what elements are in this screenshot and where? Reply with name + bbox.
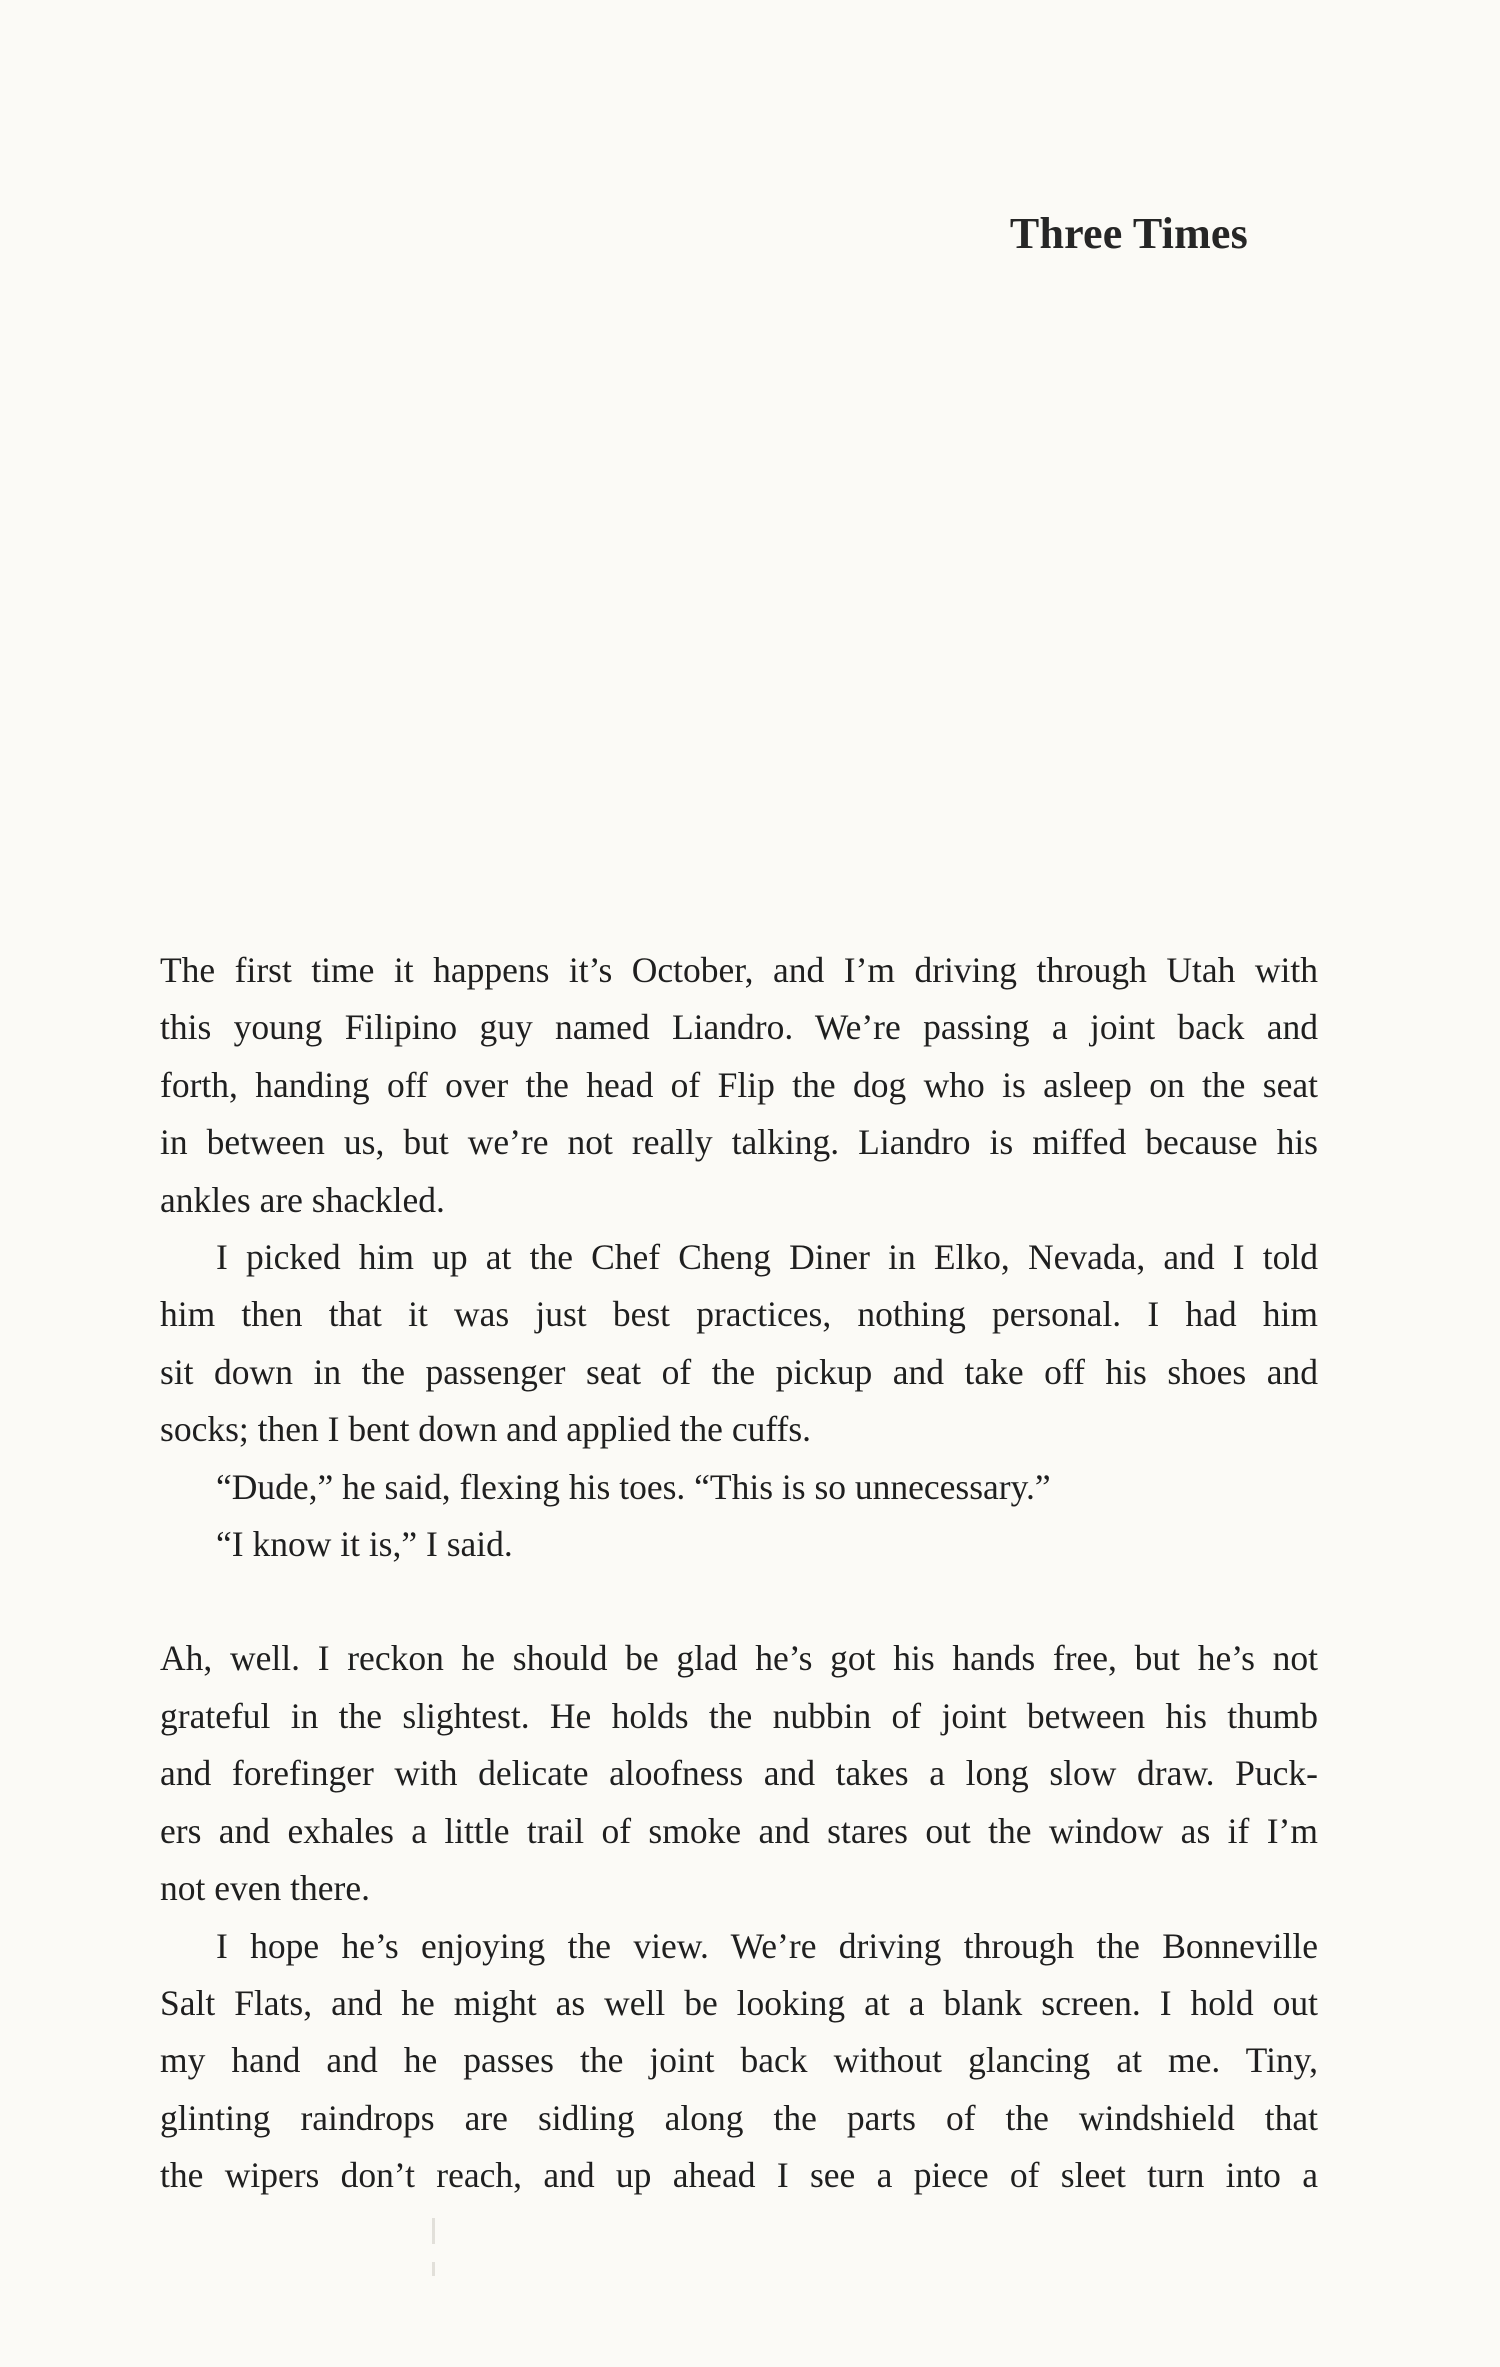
text-line: forth, handing off over the head of Flip the dog who is asleep on the seat: [160, 1064, 1318, 1105]
text-line: grateful in the slightest. He holds the nubbin of joint between his thumb: [160, 1695, 1318, 1736]
scan-artifact: [432, 2218, 435, 2244]
text-line: Ah, well. I reckon he should be glad he’s got his hands free, but he’s not: [160, 1638, 1318, 1679]
paragraph-1: [160, 942, 1318, 1229]
chapter-body: [160, 942, 1318, 2205]
paragraph-3: [160, 1459, 1318, 1516]
text-line: sit down in the passenger seat of the pickup and take off his shoes and: [160, 1351, 1318, 1392]
text-line: “Dude,” he said, flexing his toes. “This is so unnecessary.”: [216, 1466, 1051, 1507]
text-line: in between us, but we’re not really talking. Liandro is miffed because his: [160, 1122, 1318, 1163]
scan-artifact: [432, 2262, 435, 2276]
paragraph-5: [160, 1630, 1318, 1917]
chapter-title: Three Times: [1009, 209, 1248, 258]
paragraph-6: [160, 1918, 1318, 2205]
text-line: I hope he’s enjoying the view. We’re driving through the Bonneville: [216, 1925, 1318, 1966]
text-line: him then that it was just best practices, nothing personal. I had him: [160, 1294, 1318, 1335]
text-line: the wipers don’t reach, and up ahead I see a piece of sleet turn into a: [160, 2155, 1318, 2196]
text-line: Salt Flats, and he might as well be looking at a blank screen. I hold out: [160, 1982, 1318, 2023]
text-line: this young Filipino guy named Liandro. We’re passing a joint back and: [160, 1007, 1318, 1048]
text-line: my hand and he passes the joint back without glancing at me. Tiny,: [160, 2040, 1318, 2081]
text-line: socks; then I bent down and applied the cuffs.: [160, 1409, 812, 1450]
section-break: [160, 1573, 1318, 1630]
text-line: ankles are shackled.: [160, 1179, 445, 1220]
text-line: I picked him up at the Chef Cheng Diner in Elko, Nevada, and I told: [216, 1237, 1318, 1278]
text-line: not even there.: [160, 1868, 370, 1909]
text-line: and forefinger with delicate aloofness and takes a long slow draw. Puck-: [160, 1753, 1318, 1794]
text-line: ers and exhales a little trail of smoke and stares out the window as if I’m: [160, 1810, 1318, 1851]
text-line: glinting raindrops are sidling along the parts of the windshield that: [160, 2097, 1318, 2138]
text-line: “I know it is,” I said.: [216, 1524, 513, 1565]
paragraph-4: [160, 1516, 1318, 1573]
paragraph-2: [160, 1229, 1318, 1459]
text-line: The first time it happens it’s October, and I’m driving through Utah with: [160, 950, 1318, 990]
